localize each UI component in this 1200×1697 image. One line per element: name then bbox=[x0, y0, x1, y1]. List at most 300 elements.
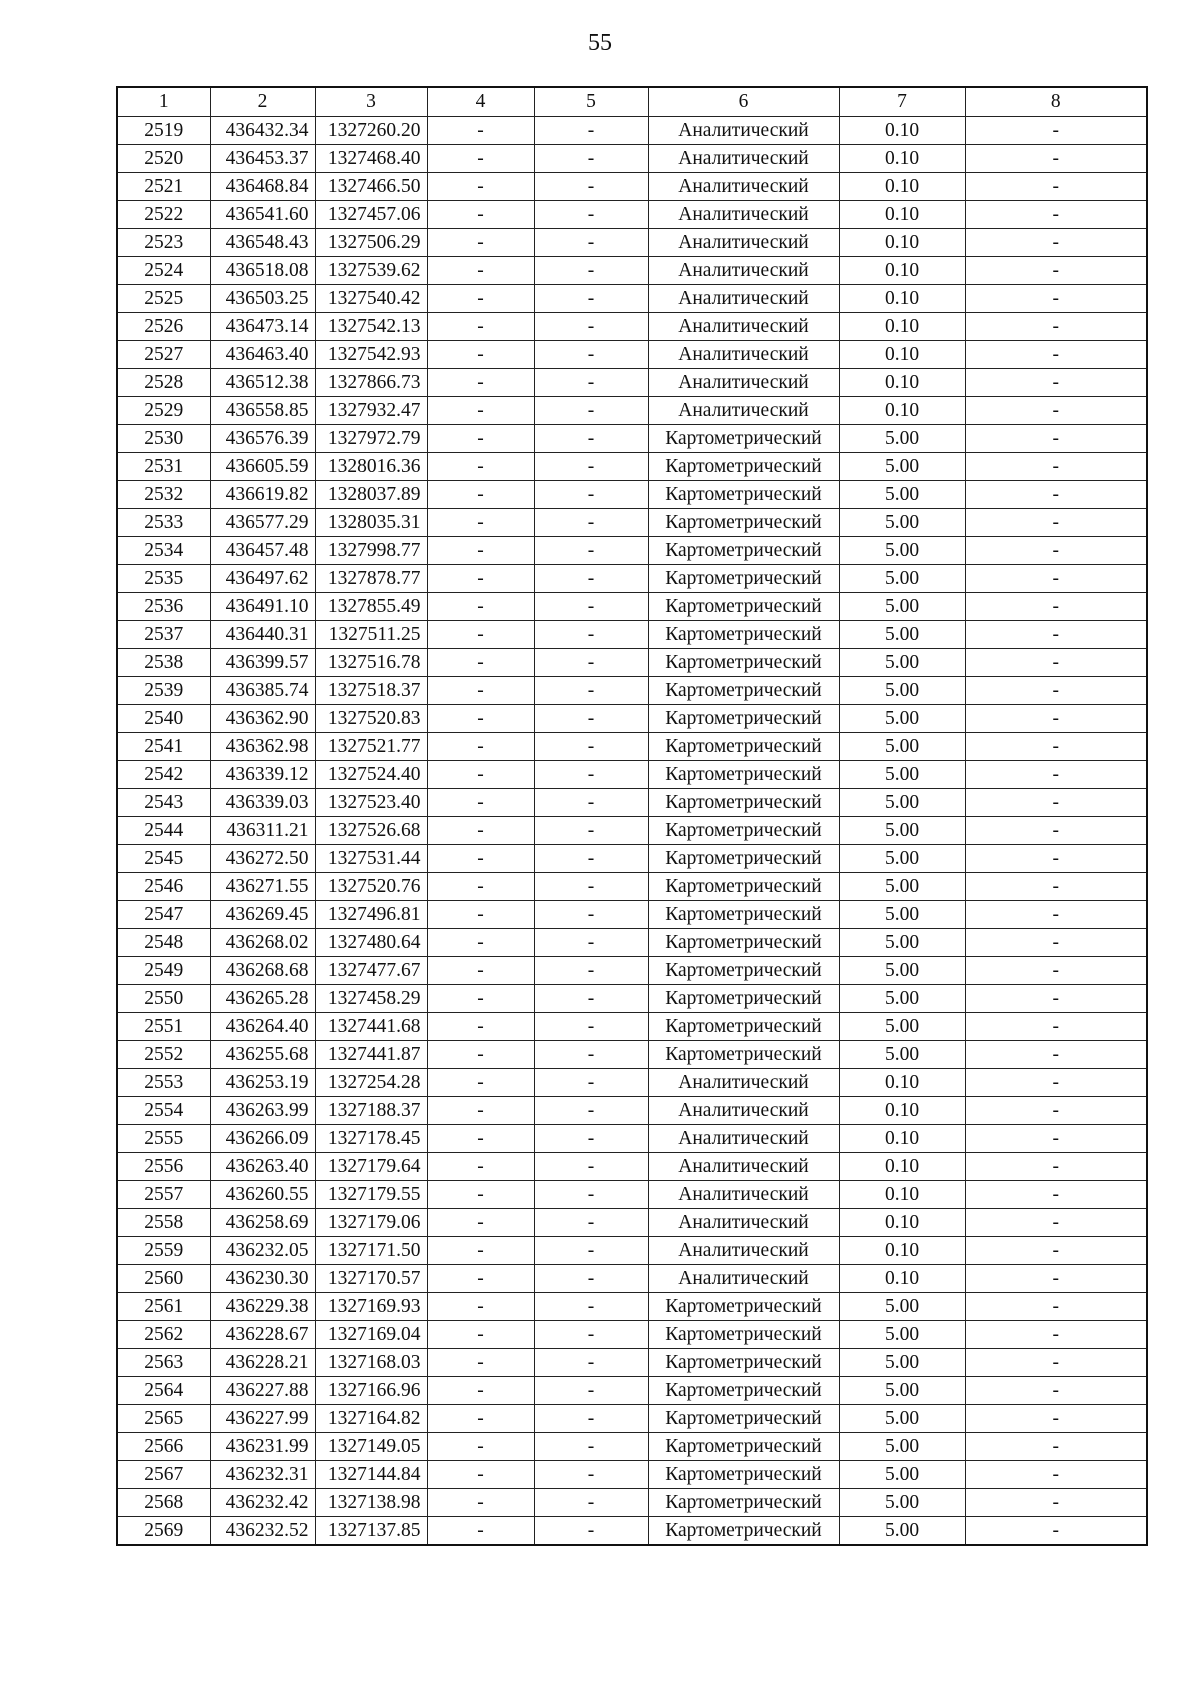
y-coordinate-cell: 1327468.40 bbox=[315, 144, 427, 172]
y-coordinate-cell: 1327878.77 bbox=[315, 564, 427, 592]
column-5-cell: - bbox=[534, 1068, 648, 1096]
accuracy-cell: 5.00 bbox=[839, 1012, 965, 1040]
column-5-cell: - bbox=[534, 648, 648, 676]
point-number-cell: 2531 bbox=[117, 452, 210, 480]
accuracy-cell: 5.00 bbox=[839, 704, 965, 732]
column-header: 3 bbox=[315, 87, 427, 116]
column-5-cell: - bbox=[534, 480, 648, 508]
x-coordinate-cell: 436260.55 bbox=[210, 1180, 315, 1208]
column-5-cell: - bbox=[534, 368, 648, 396]
column-5-cell: - bbox=[534, 1264, 648, 1292]
y-coordinate-cell: 1327179.06 bbox=[315, 1208, 427, 1236]
column-5-cell: - bbox=[534, 928, 648, 956]
column-8-cell: - bbox=[965, 956, 1147, 984]
method-cell: Картометрический bbox=[648, 1292, 839, 1320]
point-number-cell: 2562 bbox=[117, 1320, 210, 1348]
column-8-cell: - bbox=[965, 1432, 1147, 1460]
table-row bbox=[117, 732, 1147, 760]
y-coordinate-cell: 1327540.42 bbox=[315, 284, 427, 312]
point-number-cell: 2558 bbox=[117, 1208, 210, 1236]
column-8-cell: - bbox=[965, 368, 1147, 396]
accuracy-cell: 5.00 bbox=[839, 1376, 965, 1404]
column-4-cell: - bbox=[427, 788, 534, 816]
x-coordinate-cell: 436576.39 bbox=[210, 424, 315, 452]
table-row bbox=[117, 424, 1147, 452]
accuracy-cell: 5.00 bbox=[839, 984, 965, 1012]
column-8-cell: - bbox=[965, 1292, 1147, 1320]
column-5-cell: - bbox=[534, 872, 648, 900]
x-coordinate-cell: 436473.14 bbox=[210, 312, 315, 340]
method-cell: Картометрический bbox=[648, 564, 839, 592]
method-cell: Картометрический bbox=[648, 1488, 839, 1516]
column-4-cell: - bbox=[427, 732, 534, 760]
point-number-cell: 2545 bbox=[117, 844, 210, 872]
x-coordinate-cell: 436518.08 bbox=[210, 256, 315, 284]
column-4-cell: - bbox=[427, 1012, 534, 1040]
column-header: 4 bbox=[427, 87, 534, 116]
column-8-cell: - bbox=[965, 144, 1147, 172]
column-8-cell: - bbox=[965, 732, 1147, 760]
accuracy-cell: 5.00 bbox=[839, 1292, 965, 1320]
column-8-cell: - bbox=[965, 172, 1147, 200]
method-cell: Картометрический bbox=[648, 452, 839, 480]
table-row bbox=[117, 1460, 1147, 1488]
column-4-cell: - bbox=[427, 872, 534, 900]
method-cell: Картометрический bbox=[648, 704, 839, 732]
y-coordinate-cell: 1327188.37 bbox=[315, 1096, 427, 1124]
column-4-cell: - bbox=[427, 1096, 534, 1124]
method-cell: Картометрический bbox=[648, 592, 839, 620]
column-5-cell: - bbox=[534, 256, 648, 284]
column-4-cell: - bbox=[427, 1292, 534, 1320]
table-row bbox=[117, 1264, 1147, 1292]
column-4-cell: - bbox=[427, 760, 534, 788]
y-coordinate-cell: 1327168.03 bbox=[315, 1348, 427, 1376]
x-coordinate-cell: 436577.29 bbox=[210, 508, 315, 536]
table-row bbox=[117, 172, 1147, 200]
y-coordinate-cell: 1327866.73 bbox=[315, 368, 427, 396]
column-8-cell: - bbox=[965, 256, 1147, 284]
y-coordinate-cell: 1327480.64 bbox=[315, 928, 427, 956]
table-row bbox=[117, 508, 1147, 536]
table-row bbox=[117, 200, 1147, 228]
point-number-cell: 2529 bbox=[117, 396, 210, 424]
accuracy-cell: 0.10 bbox=[839, 1180, 965, 1208]
method-cell: Картометрический bbox=[648, 1348, 839, 1376]
column-4-cell: - bbox=[427, 536, 534, 564]
table-row bbox=[117, 1432, 1147, 1460]
y-coordinate-cell: 1327526.68 bbox=[315, 816, 427, 844]
table-row bbox=[117, 144, 1147, 172]
method-cell: Аналитический bbox=[648, 1180, 839, 1208]
point-number-cell: 2538 bbox=[117, 648, 210, 676]
table-row bbox=[117, 1488, 1147, 1516]
column-8-cell: - bbox=[965, 1180, 1147, 1208]
column-4-cell: - bbox=[427, 1068, 534, 1096]
column-4-cell: - bbox=[427, 1376, 534, 1404]
point-number-cell: 2561 bbox=[117, 1292, 210, 1320]
column-8-cell: - bbox=[965, 452, 1147, 480]
table-row bbox=[117, 1348, 1147, 1376]
point-number-cell: 2569 bbox=[117, 1516, 210, 1545]
x-coordinate-cell: 436263.40 bbox=[210, 1152, 315, 1180]
x-coordinate-cell: 436548.43 bbox=[210, 228, 315, 256]
table-row bbox=[117, 1292, 1147, 1320]
column-4-cell: - bbox=[427, 704, 534, 732]
accuracy-cell: 5.00 bbox=[839, 1040, 965, 1068]
y-coordinate-cell: 1327477.67 bbox=[315, 956, 427, 984]
method-cell: Аналитический bbox=[648, 396, 839, 424]
accuracy-cell: 0.10 bbox=[839, 1096, 965, 1124]
column-4-cell: - bbox=[427, 1488, 534, 1516]
table-row bbox=[117, 256, 1147, 284]
x-coordinate-cell: 436231.99 bbox=[210, 1432, 315, 1460]
x-coordinate-cell: 436253.19 bbox=[210, 1068, 315, 1096]
table-row bbox=[117, 452, 1147, 480]
column-5-cell: - bbox=[534, 1040, 648, 1068]
point-number-cell: 2544 bbox=[117, 816, 210, 844]
accuracy-cell: 5.00 bbox=[839, 536, 965, 564]
column-4-cell: - bbox=[427, 592, 534, 620]
column-8-cell: - bbox=[965, 1460, 1147, 1488]
column-5-cell: - bbox=[534, 900, 648, 928]
x-coordinate-cell: 436432.34 bbox=[210, 116, 315, 144]
column-8-cell: - bbox=[965, 620, 1147, 648]
accuracy-cell: 5.00 bbox=[839, 508, 965, 536]
x-coordinate-cell: 436558.85 bbox=[210, 396, 315, 424]
accuracy-cell: 5.00 bbox=[839, 620, 965, 648]
table-row bbox=[117, 1516, 1147, 1545]
column-8-cell: - bbox=[965, 340, 1147, 368]
x-coordinate-cell: 436266.09 bbox=[210, 1124, 315, 1152]
x-coordinate-cell: 436385.74 bbox=[210, 676, 315, 704]
column-5-cell: - bbox=[534, 508, 648, 536]
column-5-cell: - bbox=[534, 200, 648, 228]
accuracy-cell: 0.10 bbox=[839, 284, 965, 312]
x-coordinate-cell: 436453.37 bbox=[210, 144, 315, 172]
table-row bbox=[117, 480, 1147, 508]
table-row bbox=[117, 592, 1147, 620]
column-8-cell: - bbox=[965, 788, 1147, 816]
method-cell: Картометрический bbox=[648, 676, 839, 704]
column-8-cell: - bbox=[965, 564, 1147, 592]
x-coordinate-cell: 436541.60 bbox=[210, 200, 315, 228]
method-cell: Картометрический bbox=[648, 480, 839, 508]
y-coordinate-cell: 1327518.37 bbox=[315, 676, 427, 704]
y-coordinate-cell: 1327179.64 bbox=[315, 1152, 427, 1180]
y-coordinate-cell: 1327542.93 bbox=[315, 340, 427, 368]
column-8-cell: - bbox=[965, 676, 1147, 704]
accuracy-cell: 5.00 bbox=[839, 564, 965, 592]
accuracy-cell: 5.00 bbox=[839, 1432, 965, 1460]
x-coordinate-cell: 436619.82 bbox=[210, 480, 315, 508]
column-8-cell: - bbox=[965, 1040, 1147, 1068]
column-5-cell: - bbox=[534, 816, 648, 844]
header-row bbox=[117, 87, 1147, 116]
column-4-cell: - bbox=[427, 228, 534, 256]
method-cell: Картометрический bbox=[648, 1376, 839, 1404]
accuracy-cell: 5.00 bbox=[839, 816, 965, 844]
column-header: 2 bbox=[210, 87, 315, 116]
column-5-cell: - bbox=[534, 760, 648, 788]
point-number-cell: 2522 bbox=[117, 200, 210, 228]
x-coordinate-cell: 436264.40 bbox=[210, 1012, 315, 1040]
column-5-cell: - bbox=[534, 1432, 648, 1460]
table-row bbox=[117, 340, 1147, 368]
method-cell: Картометрический bbox=[648, 508, 839, 536]
table-row bbox=[117, 1012, 1147, 1040]
table-row bbox=[117, 368, 1147, 396]
point-number-cell: 2519 bbox=[117, 116, 210, 144]
column-4-cell: - bbox=[427, 1516, 534, 1545]
table-row bbox=[117, 872, 1147, 900]
table-row bbox=[117, 620, 1147, 648]
column-header: 6 bbox=[648, 87, 839, 116]
column-4-cell: - bbox=[427, 900, 534, 928]
x-coordinate-cell: 436230.30 bbox=[210, 1264, 315, 1292]
x-coordinate-cell: 436339.03 bbox=[210, 788, 315, 816]
x-coordinate-cell: 436605.59 bbox=[210, 452, 315, 480]
point-number-cell: 2564 bbox=[117, 1376, 210, 1404]
column-4-cell: - bbox=[427, 508, 534, 536]
x-coordinate-cell: 436463.40 bbox=[210, 340, 315, 368]
point-number-cell: 2535 bbox=[117, 564, 210, 592]
point-number-cell: 2566 bbox=[117, 1432, 210, 1460]
y-coordinate-cell: 1327149.05 bbox=[315, 1432, 427, 1460]
point-number-cell: 2565 bbox=[117, 1404, 210, 1432]
column-8-cell: - bbox=[965, 1068, 1147, 1096]
x-coordinate-cell: 436227.88 bbox=[210, 1376, 315, 1404]
column-header: 5 bbox=[534, 87, 648, 116]
column-8-cell: - bbox=[965, 704, 1147, 732]
column-8-cell: - bbox=[965, 1208, 1147, 1236]
table-row bbox=[117, 928, 1147, 956]
column-4-cell: - bbox=[427, 480, 534, 508]
point-number-cell: 2552 bbox=[117, 1040, 210, 1068]
column-5-cell: - bbox=[534, 984, 648, 1012]
point-number-cell: 2554 bbox=[117, 1096, 210, 1124]
table-row bbox=[117, 1404, 1147, 1432]
table-row bbox=[117, 984, 1147, 1012]
point-number-cell: 2560 bbox=[117, 1264, 210, 1292]
table-row bbox=[117, 844, 1147, 872]
column-5-cell: - bbox=[534, 564, 648, 592]
column-4-cell: - bbox=[427, 1180, 534, 1208]
column-4-cell: - bbox=[427, 1320, 534, 1348]
method-cell: Картометрический bbox=[648, 984, 839, 1012]
column-5-cell: - bbox=[534, 340, 648, 368]
method-cell: Картометрический bbox=[648, 1012, 839, 1040]
accuracy-cell: 5.00 bbox=[839, 1348, 965, 1376]
y-coordinate-cell: 1327441.87 bbox=[315, 1040, 427, 1068]
x-coordinate-cell: 436228.21 bbox=[210, 1348, 315, 1376]
column-5-cell: - bbox=[534, 228, 648, 256]
point-number-cell: 2534 bbox=[117, 536, 210, 564]
accuracy-cell: 5.00 bbox=[839, 480, 965, 508]
column-5-cell: - bbox=[534, 1488, 648, 1516]
y-coordinate-cell: 1327516.78 bbox=[315, 648, 427, 676]
x-coordinate-cell: 436227.99 bbox=[210, 1404, 315, 1432]
column-5-cell: - bbox=[534, 844, 648, 872]
column-5-cell: - bbox=[534, 676, 648, 704]
y-coordinate-cell: 1327998.77 bbox=[315, 536, 427, 564]
method-cell: Картометрический bbox=[648, 1516, 839, 1545]
column-5-cell: - bbox=[534, 452, 648, 480]
y-coordinate-cell: 1327260.20 bbox=[315, 116, 427, 144]
method-cell: Аналитический bbox=[648, 172, 839, 200]
y-coordinate-cell: 1327144.84 bbox=[315, 1460, 427, 1488]
column-4-cell: - bbox=[427, 144, 534, 172]
table-row bbox=[117, 116, 1147, 144]
accuracy-cell: 5.00 bbox=[839, 956, 965, 984]
point-number-cell: 2559 bbox=[117, 1236, 210, 1264]
column-8-cell: - bbox=[965, 508, 1147, 536]
column-5-cell: - bbox=[534, 144, 648, 172]
x-coordinate-cell: 436362.90 bbox=[210, 704, 315, 732]
page-number: 55 bbox=[588, 30, 612, 56]
point-number-cell: 2539 bbox=[117, 676, 210, 704]
accuracy-cell: 5.00 bbox=[839, 1488, 965, 1516]
accuracy-cell: 5.00 bbox=[839, 592, 965, 620]
column-5-cell: - bbox=[534, 1012, 648, 1040]
y-coordinate-cell: 1327137.85 bbox=[315, 1516, 427, 1545]
accuracy-cell: 0.10 bbox=[839, 228, 965, 256]
column-8-cell: - bbox=[965, 1152, 1147, 1180]
column-8-cell: - bbox=[965, 1488, 1147, 1516]
y-coordinate-cell: 1327170.57 bbox=[315, 1264, 427, 1292]
method-cell: Картометрический bbox=[648, 648, 839, 676]
column-8-cell: - bbox=[965, 1404, 1147, 1432]
y-coordinate-cell: 1328035.31 bbox=[315, 508, 427, 536]
point-number-cell: 2523 bbox=[117, 228, 210, 256]
column-8-cell: - bbox=[965, 1320, 1147, 1348]
accuracy-cell: 0.10 bbox=[839, 312, 965, 340]
method-cell: Аналитический bbox=[648, 1096, 839, 1124]
column-5-cell: - bbox=[534, 1516, 648, 1545]
x-coordinate-cell: 436497.62 bbox=[210, 564, 315, 592]
point-number-cell: 2549 bbox=[117, 956, 210, 984]
point-number-cell: 2568 bbox=[117, 1488, 210, 1516]
y-coordinate-cell: 1327542.13 bbox=[315, 312, 427, 340]
accuracy-cell: 0.10 bbox=[839, 368, 965, 396]
column-5-cell: - bbox=[534, 1096, 648, 1124]
x-coordinate-cell: 436269.45 bbox=[210, 900, 315, 928]
column-5-cell: - bbox=[534, 172, 648, 200]
column-5-cell: - bbox=[534, 1348, 648, 1376]
y-coordinate-cell: 1327169.93 bbox=[315, 1292, 427, 1320]
column-4-cell: - bbox=[427, 1348, 534, 1376]
column-4-cell: - bbox=[427, 340, 534, 368]
point-number-cell: 2521 bbox=[117, 172, 210, 200]
y-coordinate-cell: 1327855.49 bbox=[315, 592, 427, 620]
table-row bbox=[117, 1236, 1147, 1264]
accuracy-cell: 5.00 bbox=[839, 424, 965, 452]
method-cell: Картометрический bbox=[648, 1320, 839, 1348]
y-coordinate-cell: 1327531.44 bbox=[315, 844, 427, 872]
point-number-cell: 2532 bbox=[117, 480, 210, 508]
x-coordinate-cell: 436339.12 bbox=[210, 760, 315, 788]
accuracy-cell: 5.00 bbox=[839, 1320, 965, 1348]
coordinates-table bbox=[116, 86, 1148, 1546]
column-8-cell: - bbox=[965, 536, 1147, 564]
x-coordinate-cell: 436232.42 bbox=[210, 1488, 315, 1516]
y-coordinate-cell: 1327178.45 bbox=[315, 1124, 427, 1152]
column-4-cell: - bbox=[427, 956, 534, 984]
method-cell: Аналитический bbox=[648, 1208, 839, 1236]
point-number-cell: 2540 bbox=[117, 704, 210, 732]
table-row bbox=[117, 760, 1147, 788]
point-number-cell: 2553 bbox=[117, 1068, 210, 1096]
table-row bbox=[117, 1180, 1147, 1208]
accuracy-cell: 5.00 bbox=[839, 900, 965, 928]
column-5-cell: - bbox=[534, 424, 648, 452]
y-coordinate-cell: 1327164.82 bbox=[315, 1404, 427, 1432]
column-5-cell: - bbox=[534, 956, 648, 984]
method-cell: Картометрический bbox=[648, 788, 839, 816]
column-4-cell: - bbox=[427, 424, 534, 452]
point-number-cell: 2542 bbox=[117, 760, 210, 788]
y-coordinate-cell: 1327521.77 bbox=[315, 732, 427, 760]
accuracy-cell: 0.10 bbox=[839, 1152, 965, 1180]
column-4-cell: - bbox=[427, 620, 534, 648]
x-coordinate-cell: 436271.55 bbox=[210, 872, 315, 900]
column-4-cell: - bbox=[427, 816, 534, 844]
x-coordinate-cell: 436232.31 bbox=[210, 1460, 315, 1488]
column-4-cell: - bbox=[427, 1208, 534, 1236]
method-cell: Картометрический bbox=[648, 1460, 839, 1488]
accuracy-cell: 0.10 bbox=[839, 256, 965, 284]
x-coordinate-cell: 436468.84 bbox=[210, 172, 315, 200]
method-cell: Аналитический bbox=[648, 200, 839, 228]
point-number-cell: 2550 bbox=[117, 984, 210, 1012]
point-number-cell: 2556 bbox=[117, 1152, 210, 1180]
point-number-cell: 2524 bbox=[117, 256, 210, 284]
column-4-cell: - bbox=[427, 200, 534, 228]
method-cell: Аналитический bbox=[648, 116, 839, 144]
point-number-cell: 2536 bbox=[117, 592, 210, 620]
method-cell: Аналитический bbox=[648, 228, 839, 256]
y-coordinate-cell: 1327523.40 bbox=[315, 788, 427, 816]
method-cell: Картометрический bbox=[648, 1040, 839, 1068]
accuracy-cell: 5.00 bbox=[839, 872, 965, 900]
column-4-cell: - bbox=[427, 928, 534, 956]
column-4-cell: - bbox=[427, 116, 534, 144]
table-row bbox=[117, 1376, 1147, 1404]
table-row bbox=[117, 1068, 1147, 1096]
x-coordinate-cell: 436232.05 bbox=[210, 1236, 315, 1264]
column-8-cell: - bbox=[965, 1264, 1147, 1292]
column-4-cell: - bbox=[427, 1040, 534, 1068]
table-body bbox=[117, 116, 1147, 1545]
column-5-cell: - bbox=[534, 1152, 648, 1180]
table-row bbox=[117, 1208, 1147, 1236]
column-4-cell: - bbox=[427, 452, 534, 480]
column-5-cell: - bbox=[534, 284, 648, 312]
method-cell: Картометрический bbox=[648, 816, 839, 844]
method-cell: Картометрический bbox=[648, 844, 839, 872]
column-5-cell: - bbox=[534, 1320, 648, 1348]
point-number-cell: 2541 bbox=[117, 732, 210, 760]
x-coordinate-cell: 436268.68 bbox=[210, 956, 315, 984]
y-coordinate-cell: 1327520.83 bbox=[315, 704, 427, 732]
table-row bbox=[117, 1152, 1147, 1180]
x-coordinate-cell: 436362.98 bbox=[210, 732, 315, 760]
method-cell: Картометрический bbox=[648, 1432, 839, 1460]
column-4-cell: - bbox=[427, 1404, 534, 1432]
column-8-cell: - bbox=[965, 312, 1147, 340]
accuracy-cell: 5.00 bbox=[839, 648, 965, 676]
method-cell: Аналитический bbox=[648, 312, 839, 340]
